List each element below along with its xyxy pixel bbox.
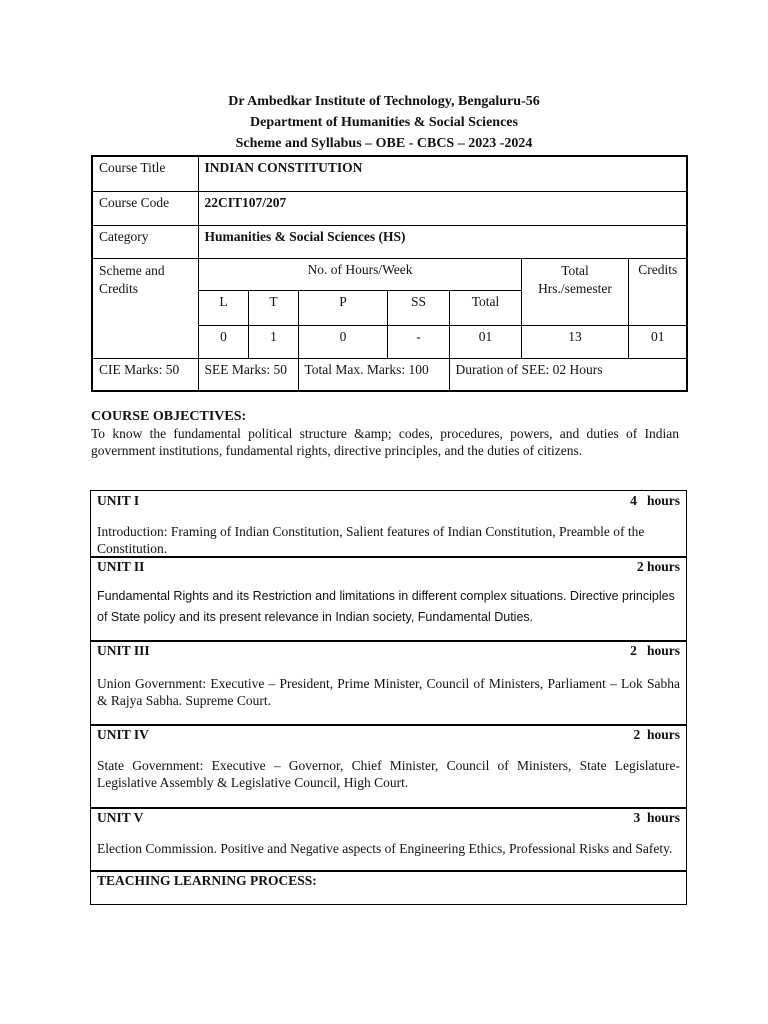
- val-t: 1: [248, 325, 298, 358]
- department-name: Department of Humanities & Social Sciences: [250, 115, 518, 130]
- val-total-hrs: 13: [521, 325, 628, 358]
- category-label: Category: [92, 225, 198, 258]
- unit-hours: 3 hours: [633, 810, 680, 825]
- unit-block: [90, 724, 687, 809]
- col-total: Total: [449, 290, 521, 325]
- unit-content: Introduction: Framing of Indian Constitution, Salient features of Indian Constitution, Preamble of the Constitution.: [97, 524, 645, 556]
- total-hrs-label: Total Hrs./semester: [521, 258, 628, 325]
- col-t: T: [248, 290, 298, 325]
- unit-block: [90, 556, 687, 642]
- course-info-table: [91, 155, 688, 392]
- objectives-text: To know the fundamental political structure &amp; codes, procedures, powers, and duties of Indian government institutions, fundamental rights, directive principles, and the duties of citizens.: [91, 426, 679, 458]
- course-title-value: INDIAN CONSTITUTION: [198, 156, 687, 191]
- unit-title: UNIT III: [97, 643, 150, 658]
- val-credits: 01: [628, 325, 687, 358]
- unit-content: Union Government: Executive – President, Prime Minister, Council of Ministers, Parliament – Lok Sabha & Rajya Sabha. Supreme Court.: [97, 676, 680, 708]
- unit-hours: 2 hours: [630, 643, 680, 658]
- unit-content: State Government: Executive – Governor, Chief Minister, Council of Ministers, State Legislature- Legislative Assembly & Legislative Council, High Court.: [97, 758, 680, 790]
- cie-marks: CIE Marks: 50: [92, 358, 198, 391]
- institute-name: Dr Ambedkar Institute of Technology, Bengaluru-56: [228, 94, 540, 109]
- objectives-heading: COURSE OBJECTIVES:: [91, 409, 247, 424]
- hours-week-label: No. of Hours/Week: [198, 258, 521, 290]
- val-ss: -: [387, 325, 449, 358]
- unit-block: [90, 807, 687, 872]
- unit-title: UNIT V: [97, 810, 144, 825]
- unit-hours: 4 hours: [630, 493, 680, 508]
- col-p: P: [298, 290, 387, 325]
- scheme-credits-label: Scheme and Credits: [92, 258, 198, 358]
- course-title-label: Course Title: [92, 156, 198, 191]
- see-marks: SEE Marks: 50: [198, 358, 298, 391]
- credits-label: Credits: [628, 258, 687, 325]
- unit-title: UNIT IV: [97, 727, 149, 742]
- see-duration: Duration of SEE: 02 Hours: [449, 358, 687, 391]
- course-code-value: 22CIT107/207: [198, 191, 687, 225]
- val-p: 0: [298, 325, 387, 358]
- val-l: 0: [198, 325, 248, 358]
- unit-title: UNIT I: [97, 493, 140, 508]
- unit-block: [90, 490, 687, 558]
- unit-block: [90, 640, 687, 726]
- unit-content: Fundamental Rights and its Restriction and limitations in different complex situations. Directive principles of State policy and its present relevance in Indian society, Fundamental Duties.: [97, 589, 675, 624]
- val-total: 01: [449, 325, 521, 358]
- category-value: Humanities & Social Sciences (HS): [198, 225, 687, 258]
- scheme-title: Scheme and Syllabus – OBE - CBCS – 2023 -2024: [235, 136, 533, 151]
- teaching-block: [90, 870, 687, 905]
- course-code-label: Course Code: [92, 191, 198, 225]
- teaching-heading: TEACHING LEARNING PROCESS:: [97, 873, 317, 888]
- unit-hours: 2 hours: [633, 727, 680, 742]
- unit-content: Election Commission. Positive and Negative aspects of Engineering Ethics, Professional Risks and Safety.: [97, 841, 673, 856]
- unit-title: UNIT II: [97, 559, 145, 574]
- unit-hours: 2 hours: [636, 559, 680, 574]
- col-ss: SS: [387, 290, 449, 325]
- col-l: L: [198, 290, 248, 325]
- total-max-marks: Total Max. Marks: 100: [298, 358, 449, 391]
